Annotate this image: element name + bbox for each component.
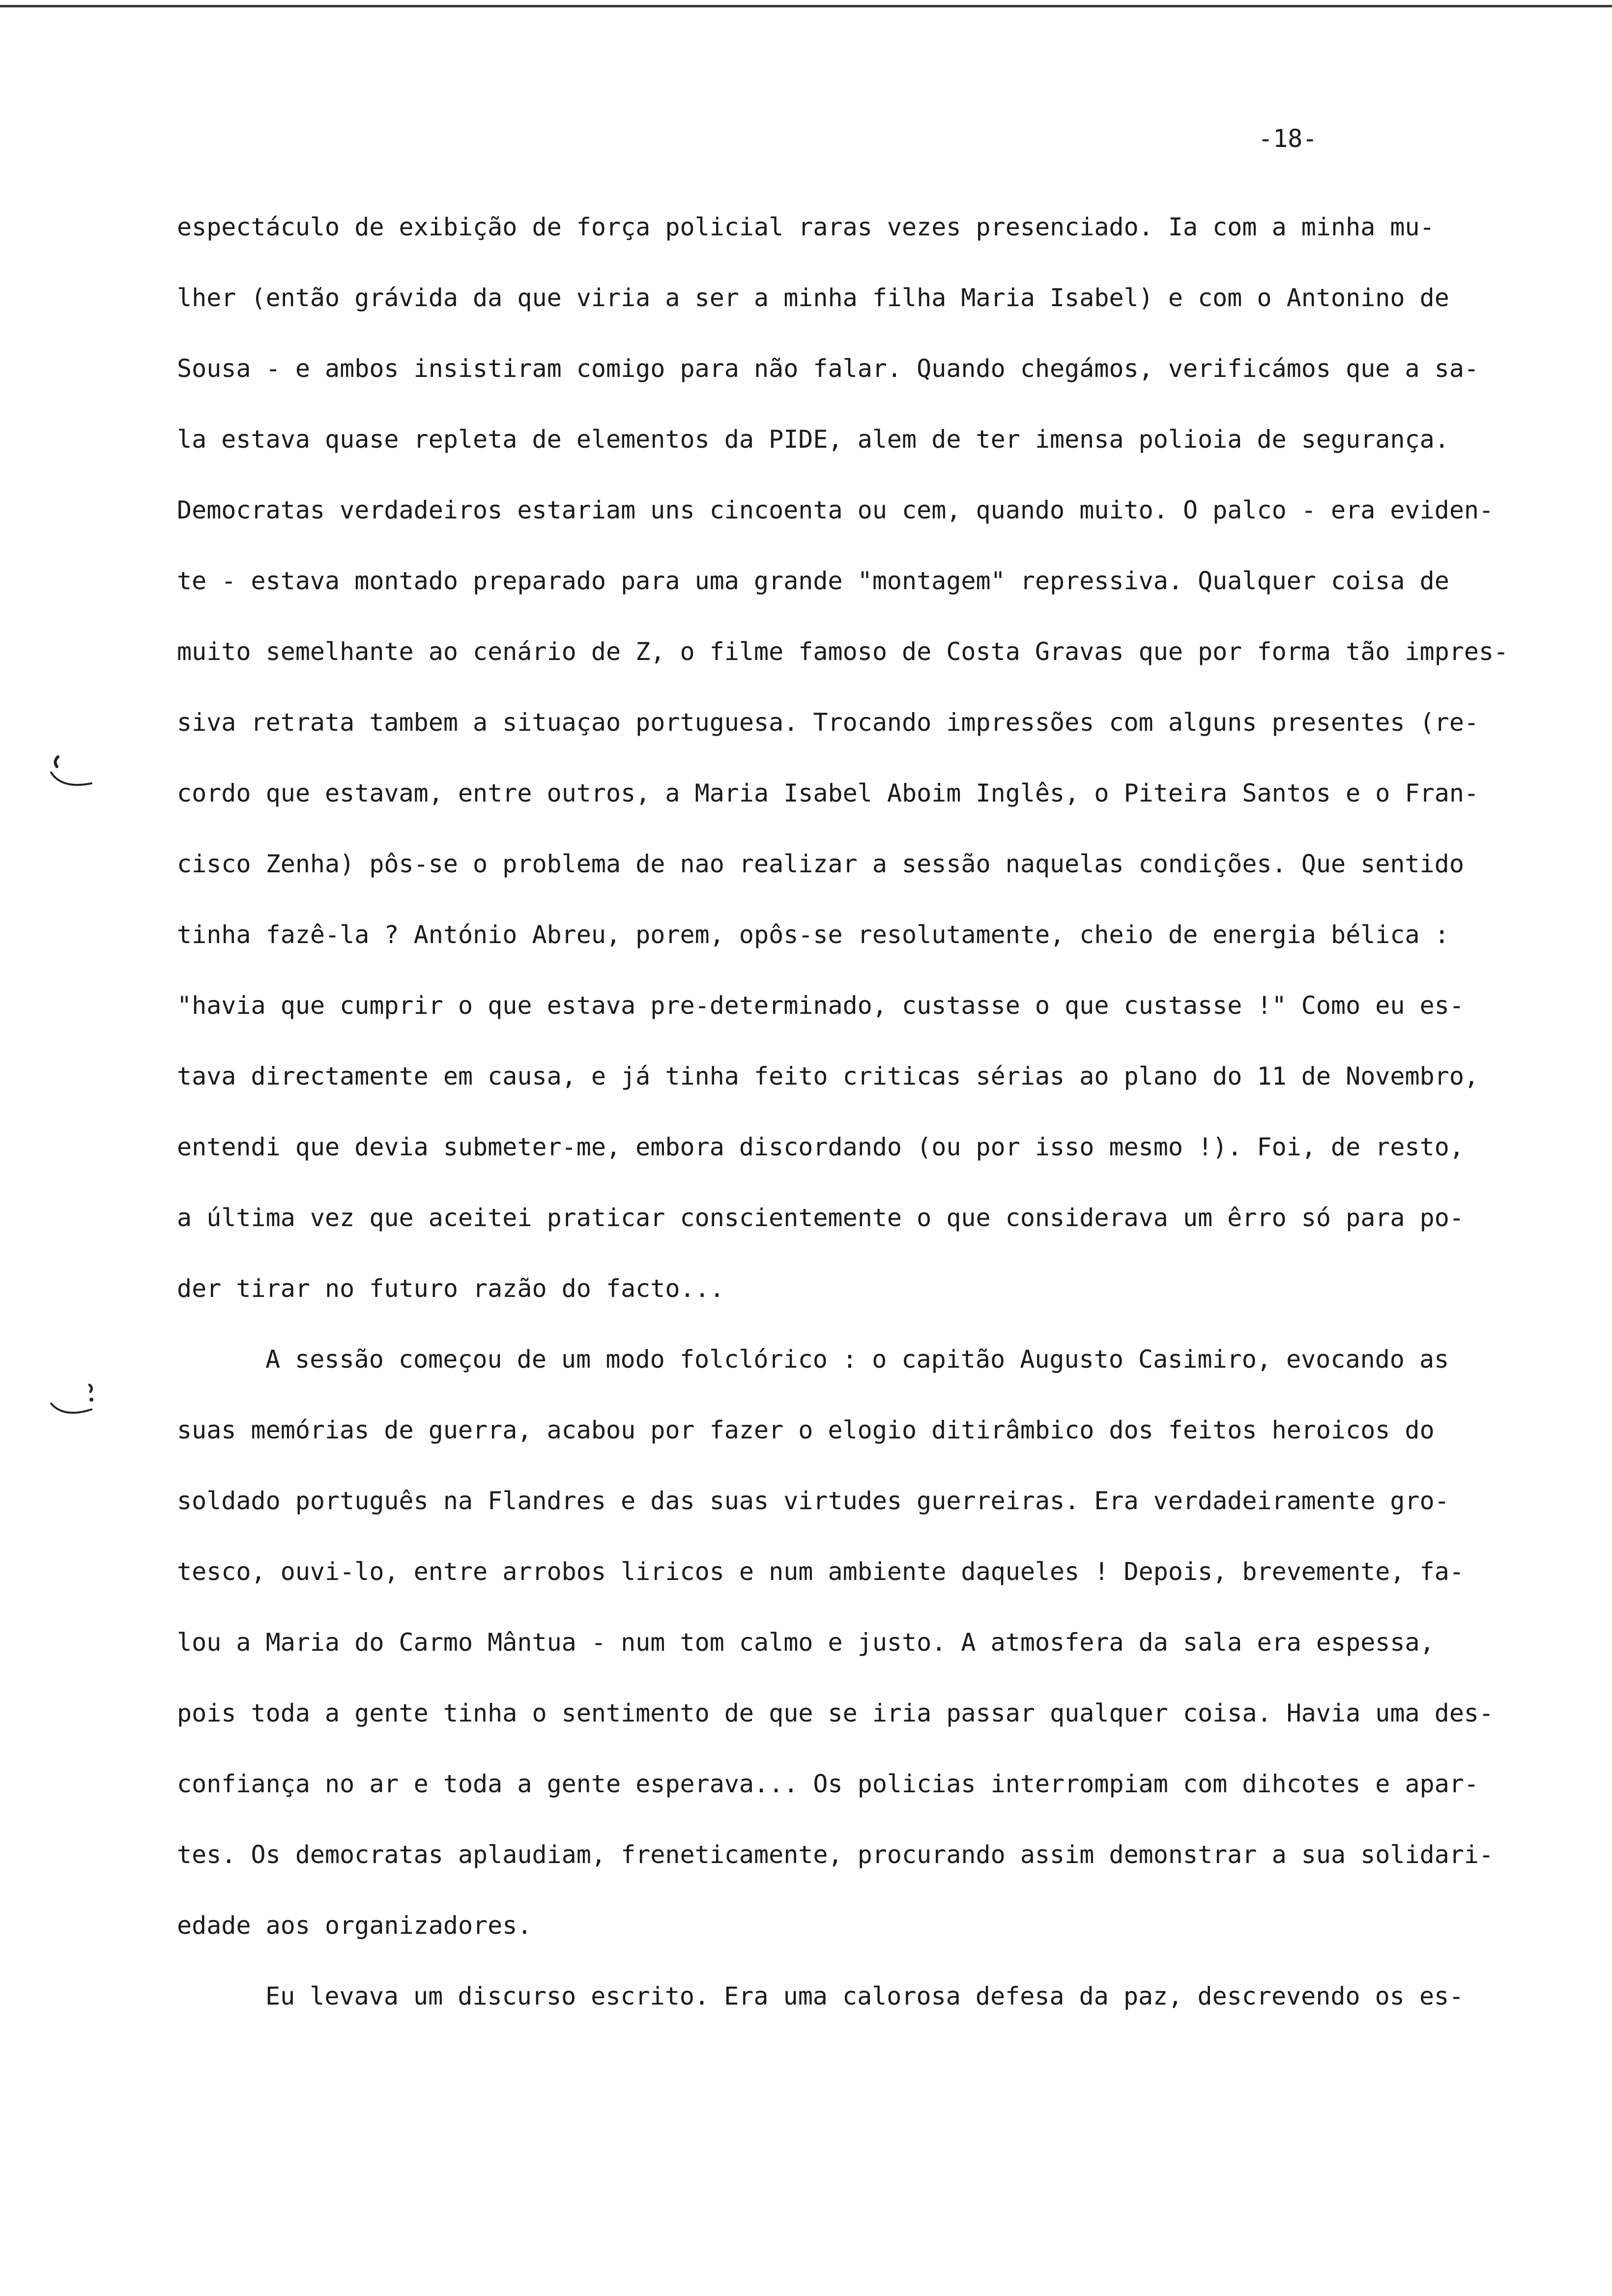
text-line: tes. Os democratas aplaudiam, freneticamente, procurando assim demonstrar a sua solidari- (177, 1840, 1494, 1869)
text-line: lou a Maria do Carmo Mântua - num tom calmo e justo. A atmosfera da sala era espessa, (177, 1628, 1435, 1657)
text-line: "havia que cumprir o que estava pre-determinado, custasse o que custasse !" Como eu es- (177, 991, 1464, 1020)
text-line: Democratas verdadeiros estariam uns cincoenta ou cem, quando muito. O palco - era eviden- (177, 496, 1494, 524)
text-line: suas memórias de guerra, acabou por fazer o elogio ditirâmbico dos feitos heroicos do (177, 1416, 1435, 1444)
text-line: entendi que devia submeter-me, embora discordando (ou por isso mesmo !). Foi, de resto, (177, 1133, 1464, 1161)
text-line: der tirar no futuro razão do facto... (177, 1274, 724, 1303)
text-line: tinha fazê-la ? António Abreu, porem, opôs-se resolutamente, cheio de energia bélica : (177, 920, 1449, 949)
text-line: edade aos organizadores. (177, 1911, 532, 1940)
text-line: espectáculo de exibição de força policial raras vezes presenciado. Ia com a minha mu- (177, 213, 1435, 241)
text-line: cisco Zenha) pôs-se o problema de nao realizar a sessão naquelas condições. Que sentido (177, 850, 1464, 878)
text-line: Sousa - e ambos insistiram comigo para não falar. Quando chegámos, verificámos que a sa- (177, 354, 1479, 383)
text-line: tesco, ouvi-lo, entre arrobos liricos e num ambiente daqueles ! Depois, brevemente, fa- (177, 1557, 1464, 1586)
text-line: a última vez que aceitei praticar conscientemente o que considerava um êrro só para po- (177, 1204, 1464, 1232)
text-line: lher (então grávida da que viria a ser a minha filha Maria Isabel) e com o Antonino de (177, 284, 1449, 312)
page-number: -18- (1258, 124, 1318, 153)
margin-bracket-mark (44, 1376, 103, 1435)
text-line: siva retrata tambem a situaçao portuguesa. Trocando impressões com alguns presentes (re- (177, 708, 1479, 737)
text-line: la estava quase repleta de elementos da PIDE, alem de ter imensa polioia de segurança. (177, 425, 1449, 454)
top-rule (0, 5, 1612, 7)
text-line: cordo que estavam, entre outros, a Maria Isabel Aboim Inglês, o Piteira Santos e o Fran- (177, 779, 1479, 807)
text-line: pois toda a gente tinha o sentimento de que se iria passar qualquer coisa. Havia uma des- (177, 1699, 1494, 1727)
text-line: confiança no ar e toda a gente esperava... Os policias interrompiam com dihcotes e apar- (177, 1770, 1479, 1798)
text-line: te - estava montado preparado para uma grande "montagem" repressiva. Qualquer coisa de (177, 567, 1449, 595)
text-line: A sessão começou de um modo folclórico : o capitão Augusto Casimiro, evocando as (265, 1345, 1449, 1374)
margin-bracket-mark (44, 747, 103, 806)
text-line: Eu levava um discurso escrito. Era uma calorosa defesa da paz, descrevendo os es- (265, 1982, 1464, 2010)
text-line: soldado português na Flandres e das suas virtudes guerreiras. Era verdadeiramente gro- (177, 1487, 1449, 1515)
text-line: tava directamente em causa, e já tinha feito criticas sérias ao plano do 11 de Novembro, (177, 1062, 1479, 1091)
text-line: muito semelhante ao cenário de Z, o filme famoso de Costa Gravas que por forma tão impres- (177, 637, 1509, 666)
